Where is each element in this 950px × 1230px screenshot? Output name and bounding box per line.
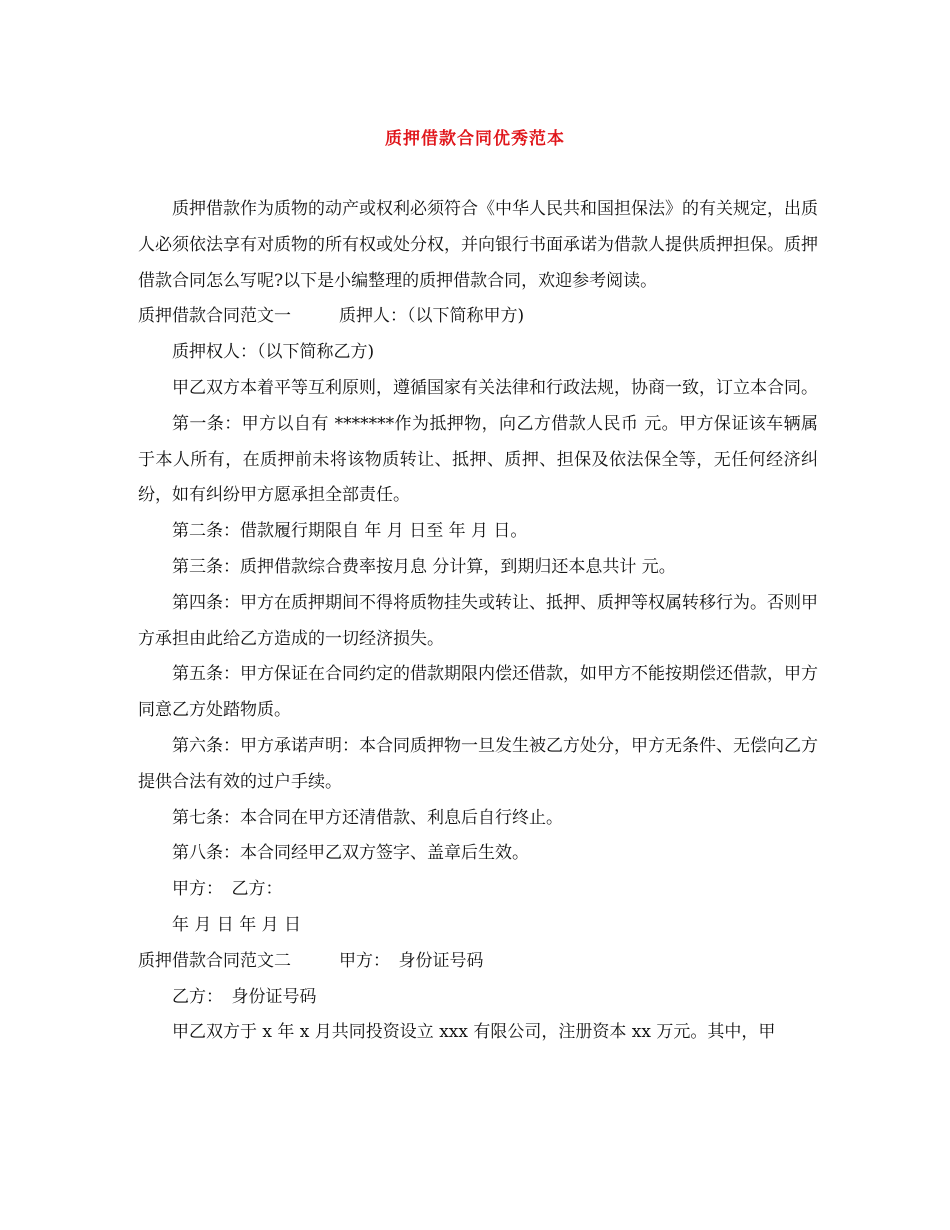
article-5: 第五条：甲方保证在合同约定的借款期限内偿还借款，如甲方不能按期偿还借款，甲方同意乙方处踏物质。 bbox=[138, 664, 818, 721]
article-3: 第三条：质押借款综合费率按月息 分计算，到期归还本息共计 元。 bbox=[172, 556, 676, 577]
sample2-heading-line bbox=[138, 944, 818, 980]
party-b-line: 乙方： 身份证号码 bbox=[172, 986, 317, 1007]
pledgor-line: 质押人：（以下简称甲方) bbox=[339, 306, 525, 327]
sample1-heading: 质押借款合同范文一 bbox=[138, 306, 291, 327]
signature-line: 甲方： 乙方： bbox=[172, 879, 283, 900]
article-4: 第四条：甲方在质押期间不得将质物挂失或转让、抵押、质押等权属转移行为。否则甲方承担由此给乙方造成的一切经济损失。 bbox=[138, 592, 818, 649]
intro-paragraph: 质押借款作为质物的动产或权利必须符合《中华人民共和国担保法》的有关规定，出质人必须依法享有对质物的所有权或处分权，并向银行书面承诺为借款人提供质押担保。质押借款合同怎么写呢?以下是小编整理的质押借款合同，欢迎参考阅读。 bbox=[138, 199, 818, 291]
pledgee-line: 质押权人：（以下简称乙方) bbox=[172, 342, 375, 363]
sample1-heading-line bbox=[138, 299, 818, 335]
article-6: 第六条：甲方承诺声明：本合同质押物一旦发生被乙方处分，甲方无条件、无偿向乙方提供合法有效的过户手续。 bbox=[138, 735, 818, 792]
sample1-preamble: 甲乙双方本着平等互利原则，遵循国家有关法律和行政法规，协商一致，订立本合同。 bbox=[172, 377, 818, 398]
article-7: 第七条：本合同在甲方还清借款、利息后自行终止。 bbox=[172, 807, 563, 828]
sample2-preamble: 甲乙双方于 x 年 x 月共同投资设立 xxx 有限公司，注册资本 xx 万元。其中，甲 bbox=[172, 1022, 776, 1043]
party-a-line: 甲方： 身份证号码 bbox=[339, 950, 484, 971]
document-body bbox=[138, 192, 818, 1051]
article-1: 第一条：甲方以自有 *******作为抵押物，向乙方借款人民币 元。甲方保证该车辆属于本人所有，在质押前未将该物质转让、抵押、质押、担保及依法保全等，无任何经济纠纷，如有纠纷甲方愿承担全部责任。 bbox=[138, 413, 818, 506]
document-title: 质押借款合同优秀范本 bbox=[385, 129, 565, 149]
date-line: 年 月 日 年 月 日 bbox=[172, 914, 302, 935]
article-2: 第二条：借款履行期限自 年 月 日至 年 月 日。 bbox=[172, 521, 528, 542]
sample2-heading: 质押借款合同范文二 bbox=[138, 950, 291, 971]
article-8: 第八条：本合同经甲乙双方签字、盖章后生效。 bbox=[172, 843, 529, 864]
